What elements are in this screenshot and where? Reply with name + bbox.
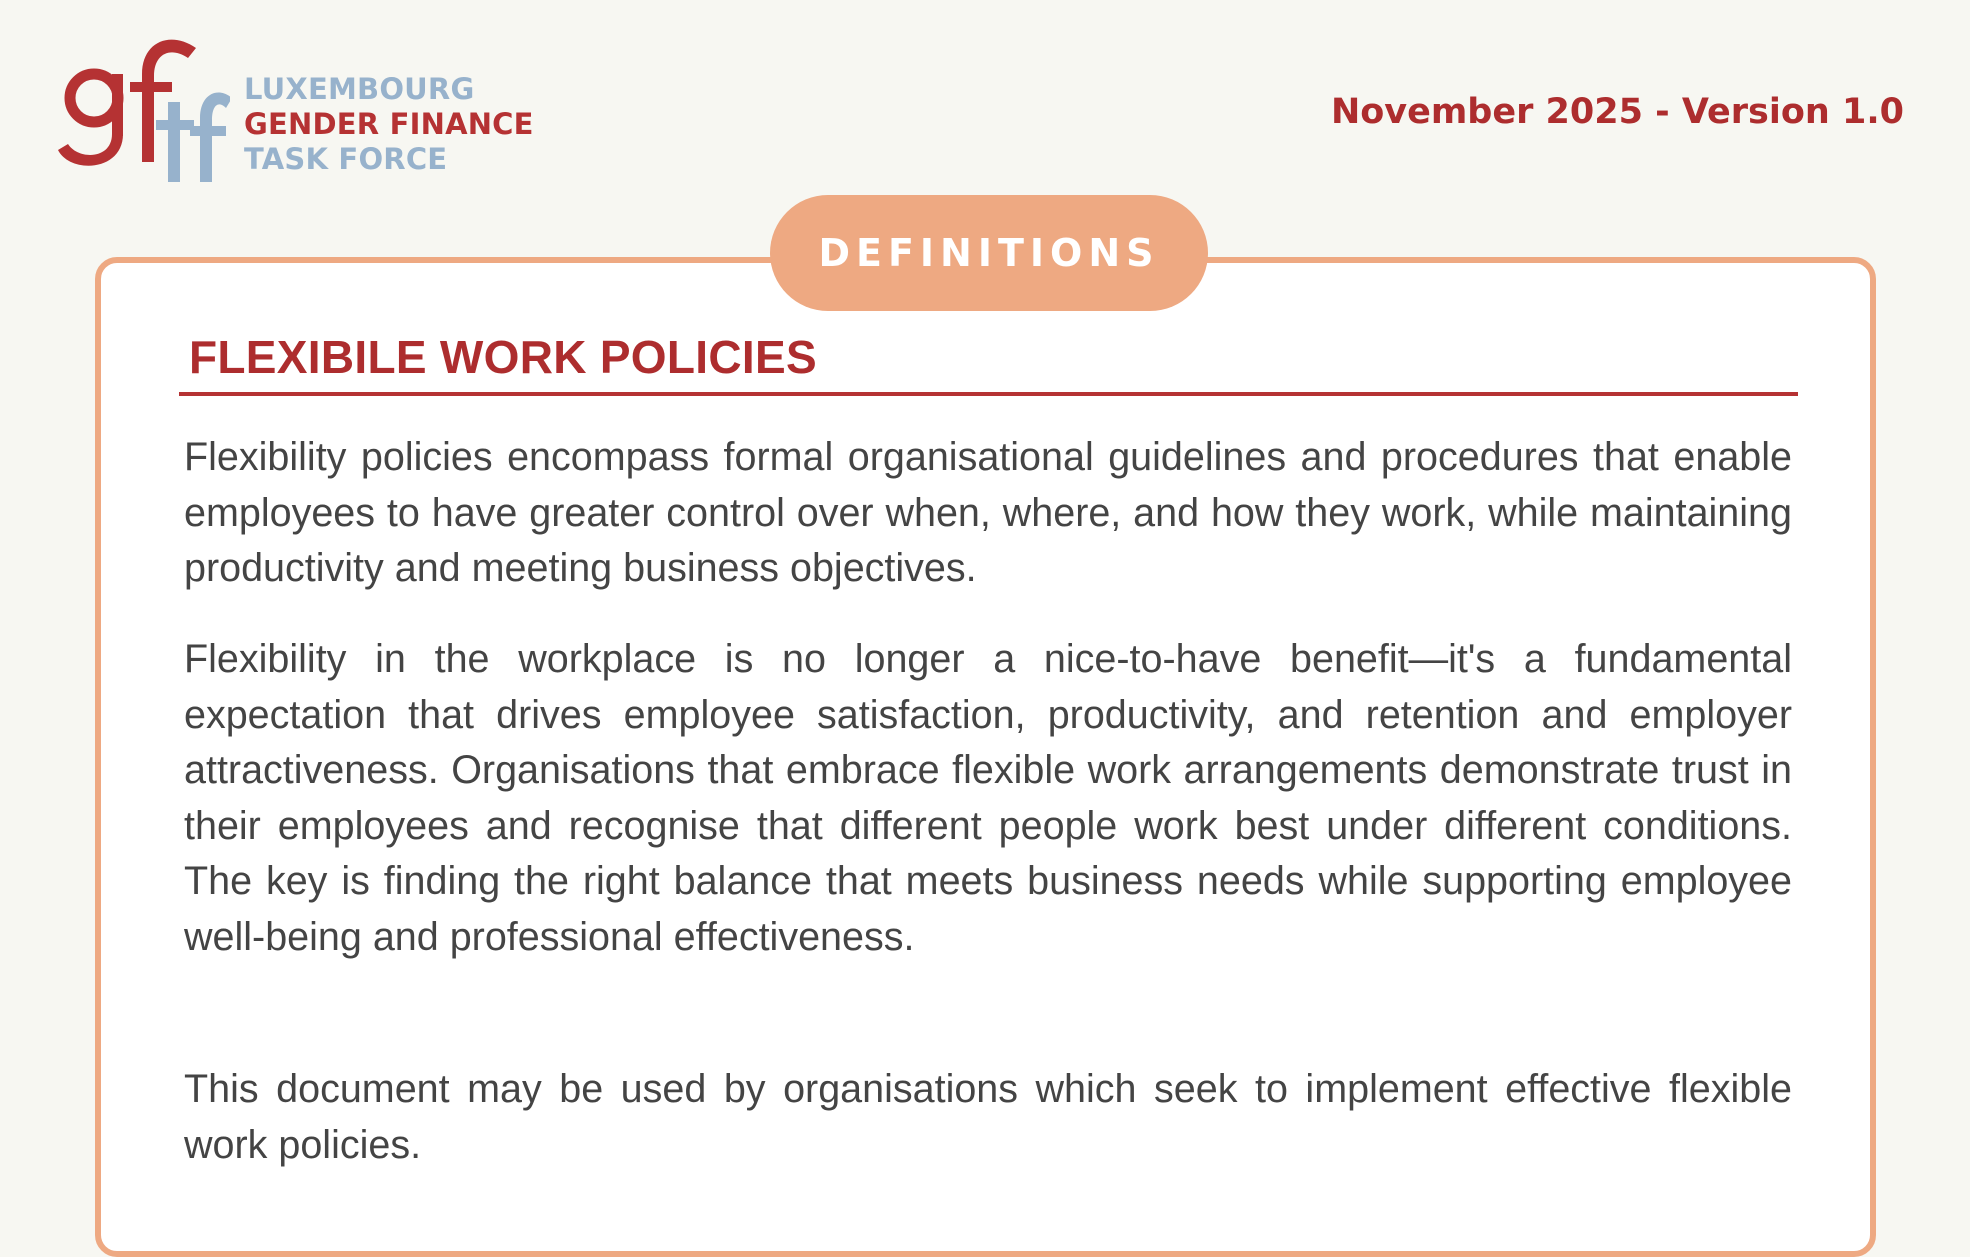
- logo-line-gender-finance: GENDER FINANCE: [244, 107, 534, 141]
- definitions-badge: DEFINITIONS: [770, 195, 1208, 311]
- organisation-name: [244, 72, 534, 177]
- paragraph-importance: Flexibility in the workplace is no longer a nice-to-have benefit—it's a fundamental expectation that drives employee satisfaction, productivity, and retention and employer attractiveness. Organisations that embrace flexible work arrangements demonstrate trust in their employees and recognise that different people work best under different conditions. The key is finding the right balance that meets business needs while supporting employee well-being and professional effectiveness.: [184, 637, 1792, 959]
- document-version: November 2025 - Version 1.0: [1330, 92, 1904, 132]
- logo-line-luxembourg: LUXEMBOURG: [244, 72, 475, 106]
- section-title: FLEXIBILE WORK POLICIES: [189, 331, 817, 383]
- paragraph-definition: Flexibility policies encompass formal organisational guidelines and procedures that enable employees to have greater control over when, where, and how they work, while maintaining productivity and meeting business objectives.: [184, 435, 1792, 591]
- logo-line-task-force: TASK FORCE: [244, 142, 448, 176]
- paragraph-usage: This document may be used by organisations which seek to implement effective flexible work policies.: [184, 1067, 1792, 1167]
- organisation-logo: [50, 22, 550, 182]
- gftf-logo-mark: [50, 22, 230, 182]
- title-underline: [179, 392, 1798, 396]
